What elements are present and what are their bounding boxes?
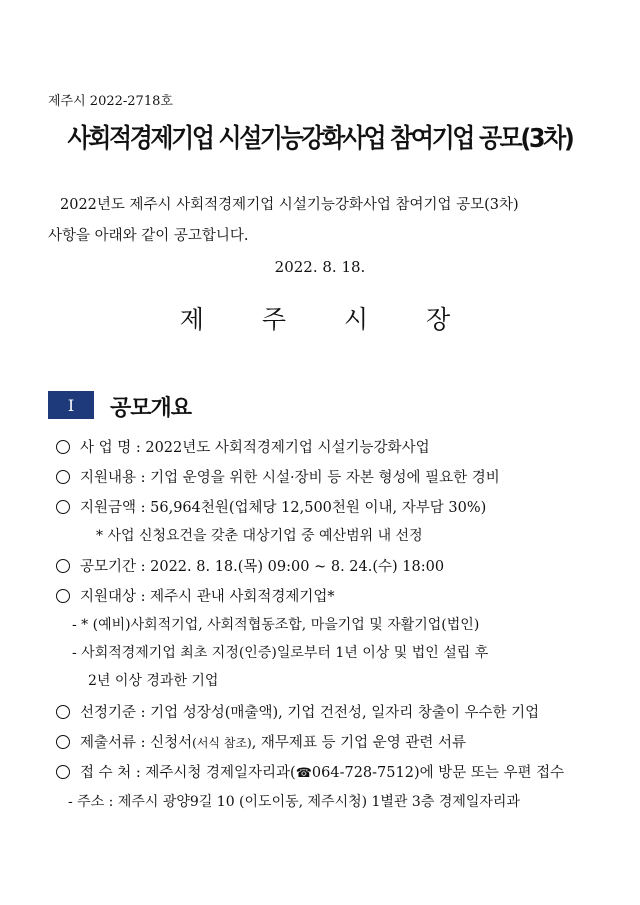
item-text-note: (서식 참조) — [192, 736, 252, 750]
intro-line-1: 2022년도 제주시 사회적경제기업 시설기능강화사업 참여기업 공모(3차) — [60, 197, 519, 213]
item-period — [56, 555, 444, 576]
announcement-date: 2022. 8. 18. — [274, 258, 366, 276]
item-text-prefix: 접 수 처 : 제주시청 경제일자리과( — [80, 765, 296, 781]
circle-bullet-icon — [56, 440, 70, 454]
item-text: 지원내용 : 기업 운영을 위한 시설·장비 등 자본 형성에 필요한 경비 — [80, 470, 500, 486]
item-text-suffix: 064-728-7512)에 방문 또는 우편 접수 — [311, 765, 565, 781]
item-text: 선정기준 : 기업 성장성(매출액), 기업 건전성, 일자리 창출이 우수한 기업 — [80, 705, 540, 721]
intro-line-2: 사항을 아래와 같이 공고합니다. — [48, 228, 249, 244]
document-number: 제주시 2022-2718호 — [48, 94, 173, 109]
item-text-suffix: , 재무제표 등 기업 운영 관련 서류 — [251, 735, 467, 751]
section-number-box: Ⅰ — [48, 391, 94, 419]
intro-paragraph — [48, 190, 600, 252]
circle-bullet-icon — [56, 735, 70, 749]
item-support-content — [56, 466, 500, 487]
issuer: 제 주 시 장 — [179, 305, 461, 334]
item-target-sub-1: - * (예비)사회적기업, 사회적협동조합, 마을기업 및 자활기업(법인) — [72, 617, 480, 633]
item-target — [56, 585, 335, 606]
circle-bullet-icon — [56, 765, 70, 779]
item-business-name — [56, 436, 430, 457]
item-address: - 주소 : 제주시 광양9길 10 (이도이동, 제주시청) 1별관 3층 경제일자리과 — [68, 794, 520, 810]
circle-bullet-icon — [56, 705, 70, 719]
document-title: 사회적경제기업 시설기능강화사업 참여기업 공모(3차) — [67, 124, 573, 154]
item-text-prefix: 제출서류 : 신청서 — [80, 735, 193, 751]
item-documents — [56, 731, 466, 752]
section-title: 공모개요 — [110, 396, 192, 421]
item-reception — [56, 761, 564, 782]
item-text: 지원금액 : 56,964천원(업체당 12,500천원 이내, 자부담 30%) — [80, 500, 487, 516]
circle-bullet-icon — [56, 589, 70, 603]
item-target-sub-2-line-1: - 사회적경제기업 최초 지정(인증)일로부터 1년 이상 및 법인 설립 후 — [72, 645, 489, 661]
circle-bullet-icon — [56, 470, 70, 484]
item-criteria — [56, 701, 539, 722]
item-support-amount — [56, 496, 486, 517]
item-target-sub-2-line-2: 2년 이상 경과한 기업 — [88, 673, 219, 689]
phone-icon: ☎ — [295, 766, 312, 781]
item-text: 사 업 명 : 2022년도 사회적경제기업 시설기능강화사업 — [80, 440, 430, 456]
circle-bullet-icon — [56, 559, 70, 573]
item-support-amount-note: * 사업 신청요건을 갖춘 대상기업 중 예산범위 내 선정 — [96, 528, 423, 544]
item-text: 공모기간 : 2022. 8. 18.(목) 09:00 ~ 8. 24.(수) 18:00 — [80, 559, 445, 575]
circle-bullet-icon — [56, 500, 70, 514]
item-text: 지원대상 : 제주시 관내 사회적경제기업* — [80, 589, 335, 605]
